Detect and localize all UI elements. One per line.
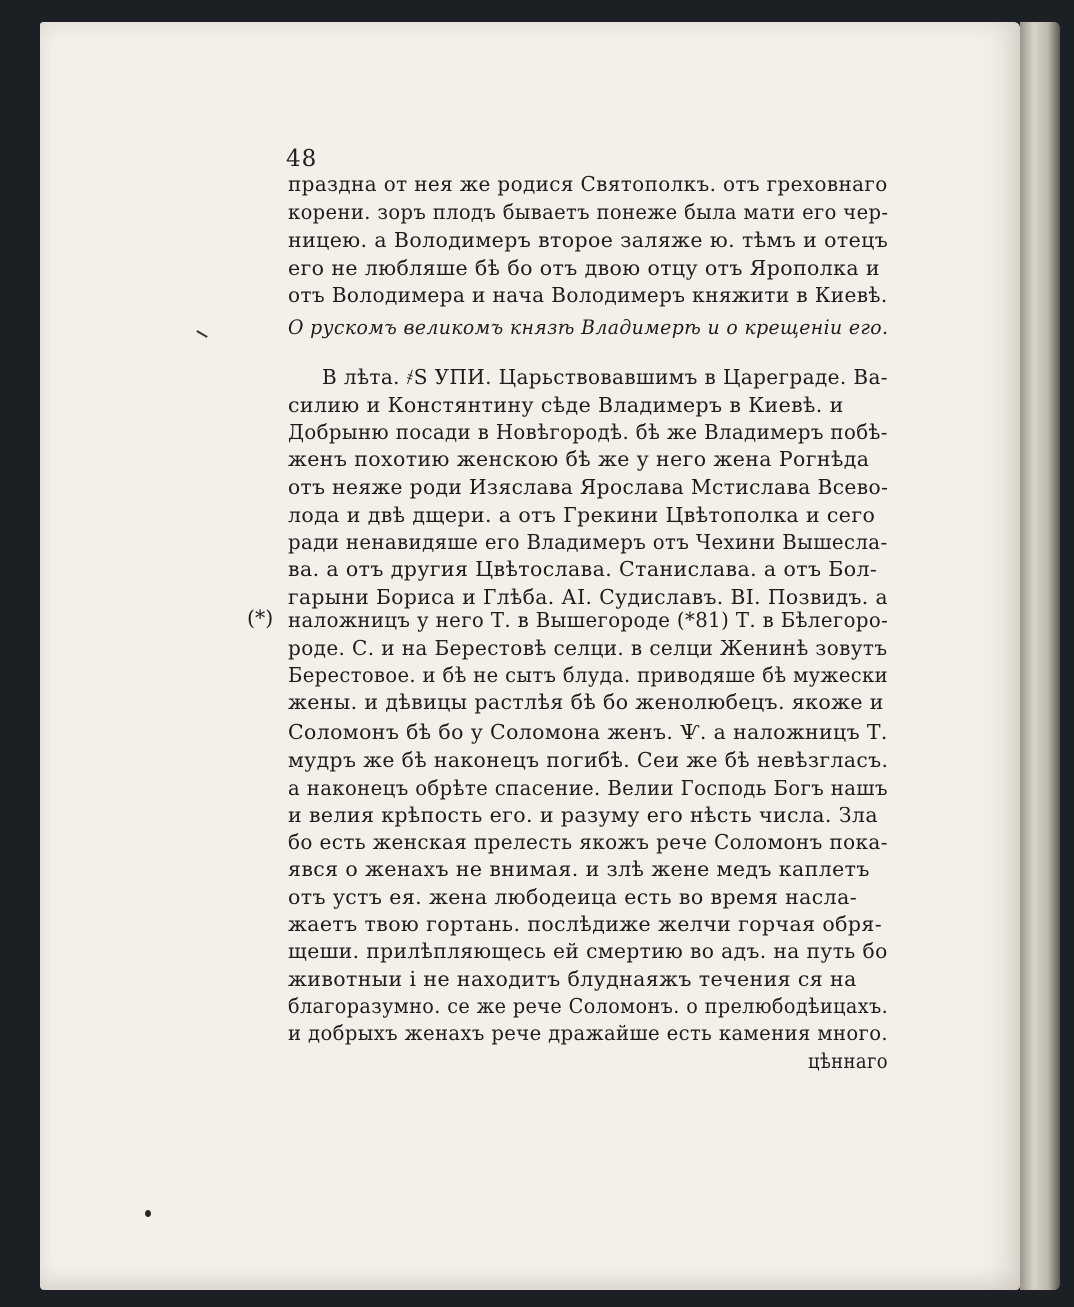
text-line: Добрыню посади в Новѣгородѣ. бѣ же Владимеръ побѣ- — [288, 420, 888, 444]
text-line: жаетъ твою гортань. послѣдиже желчи горчая обря- — [288, 912, 883, 936]
text-line: роде. С. и на Берестовѣ селци. в селци Женинѣ зовутъ — [288, 636, 888, 660]
text-line: отъ устъ ея. жена любодеица есть во время насла- — [288, 885, 858, 909]
text-line: В лѣта. ҂S УПИ. Царьствовавшимъ в Цареграде. Ва- — [322, 365, 888, 389]
text-line: а наконецъ обрѣте спасение. Велии Господь Богъ нашъ — [288, 776, 888, 800]
text-line: Соломонъ бѣ бо у Соломона женъ. Ѱ. а наложницъ Т. — [288, 720, 888, 744]
text-line: бо есть женская прелесть якожъ рече Соломонъ пока- — [288, 830, 888, 854]
catchword: цѣннаго — [808, 1049, 888, 1073]
text-line: мудръ же бѣ наконецъ погибѣ. Сеи же бѣ невѣзгласъ. — [288, 748, 889, 772]
text-line: праздна от нея же родися Святополкъ. отъ греховнаго — [288, 172, 888, 196]
text-line: ради ненавидяше его Владимеръ отъ Чехини Вышесла- — [288, 530, 888, 554]
text-line: ницею. а Володимеръ второе заляже ю. тѣмъ и отецъ — [288, 228, 889, 252]
chapter-heading: О рускомъ великомъ князѣ Владимерѣ и о крещеніи его. — [288, 315, 889, 339]
text-line: и велия крѣпость его. и разуму его нѣсть числа. Зла — [288, 803, 878, 827]
text-line: животныи і не находитъ блуднаяжъ течения ся на — [288, 967, 857, 991]
text-line: Берестовое. и бѣ не сытъ блуда. приводяше бѣ мужески — [288, 663, 888, 687]
footnote-marker: (*) — [247, 606, 274, 630]
text-line: его не любляше бѣ бо отъ двою отцу отъ Ярополка и — [288, 256, 880, 280]
text-line: жены. и дѣвицы растлѣя бѣ бо женолюбецъ. якоже и — [288, 690, 884, 714]
text-line: и добрыхъ женахъ рече дражайше есть камения много. — [288, 1021, 888, 1045]
ink-dot — [145, 1210, 151, 1217]
text-line: благоразумно. се же рече Соломонъ. о прелюбодѣицахъ. — [288, 994, 889, 1018]
text-line: отъ неяже роди Изяслава Ярослава Мстислава Всево- — [288, 475, 889, 499]
text-line: наложницъ у него Т. в Вышегороде (*81) Т. в Бѣлегоро- — [288, 608, 889, 632]
text-line: ва. а отъ другия Цвѣтослава. Станислава. а отъ Бол- — [288, 557, 878, 581]
text-line: силию и Констянтину сѣде Владимеръ в Киевѣ. и — [288, 393, 844, 417]
text-line: корени. зоръ плодъ бываетъ понеже была мати его чер- — [288, 200, 889, 224]
page-edge — [1020, 22, 1060, 1290]
text-line: явся о женахъ не внимая. и злѣ жене медъ каплетъ — [288, 857, 870, 881]
text-line: щеши. прилѣпляющесь ей смертию во адъ. на путь бо — [288, 939, 888, 963]
text-line: лода и двѣ дщери. а отъ Грекини Цвѣтополка и сего — [288, 503, 876, 527]
text-line: гарыни Бориса и Глѣба. АІ. Судиславъ. ВІ. Позвидъ. а — [288, 585, 888, 609]
text-line: отъ Володимера и нача Володимеръ княжити в Киевѣ. — [288, 283, 888, 307]
text-line: женъ похотию женскою бѣ же у него жена Рогнѣда — [288, 447, 870, 471]
page-number: 48 — [286, 146, 318, 172]
